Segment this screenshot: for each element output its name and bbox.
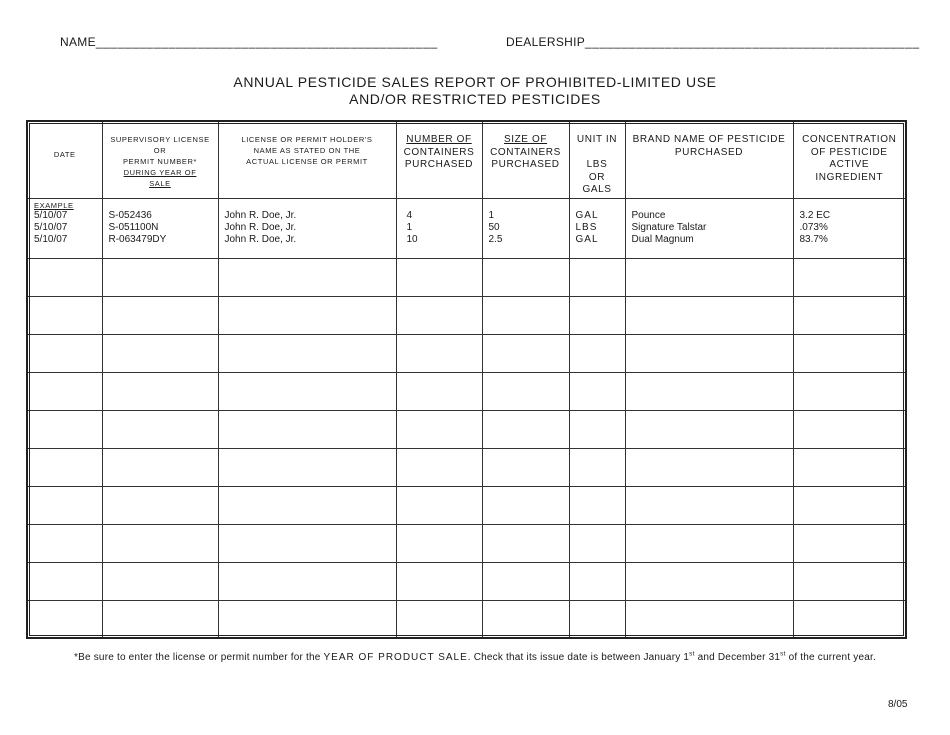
entry-date-cell[interactable] <box>27 600 102 638</box>
entry-size-cell[interactable] <box>482 562 569 600</box>
col-header-date: DATE <box>27 121 102 198</box>
entry-row <box>27 448 906 486</box>
entry-date-cell[interactable] <box>27 486 102 524</box>
entry-date-cell[interactable] <box>27 296 102 334</box>
entry-license-cell[interactable] <box>102 486 218 524</box>
entry-concentration-cell[interactable] <box>793 296 906 334</box>
entry-license-cell[interactable] <box>102 562 218 600</box>
entry-license-cell[interactable] <box>102 258 218 296</box>
entry-unit-cell[interactable] <box>569 562 625 600</box>
entry-number-cell[interactable] <box>396 258 482 296</box>
dealership-label: DEALERSHIP <box>506 35 586 49</box>
sales-report-table <box>26 120 907 639</box>
entry-row <box>27 562 906 600</box>
header-row <box>27 121 906 198</box>
entry-concentration-cell[interactable] <box>793 486 906 524</box>
entry-row <box>27 296 906 334</box>
entry-unit-cell[interactable] <box>569 448 625 486</box>
entry-unit-cell[interactable] <box>569 296 625 334</box>
entry-concentration-cell[interactable] <box>793 372 906 410</box>
entry-license-cell[interactable] <box>102 334 218 372</box>
entry-date-cell[interactable] <box>27 334 102 372</box>
entry-row <box>27 372 906 410</box>
entry-unit-cell[interactable] <box>569 258 625 296</box>
example-number-cell: 4 1 10 <box>396 198 482 258</box>
col-header-concentration: CONCENTRATION OF PESTICIDE ACTIVE INGREDIENT <box>793 121 906 198</box>
entry-brand-cell[interactable] <box>625 562 793 600</box>
entry-row <box>27 524 906 562</box>
entry-row <box>27 600 906 638</box>
entry-date-cell[interactable] <box>27 524 102 562</box>
entry-concentration-cell[interactable] <box>793 334 906 372</box>
entry-size-cell[interactable] <box>482 448 569 486</box>
report-title-line1: ANNUAL PESTICIDE SALES REPORT OF PROHIBITED-LIMITED USE <box>233 74 717 90</box>
entry-holder-cell[interactable] <box>218 372 396 410</box>
example-unit-cell: GAL LBS GAL <box>569 198 625 258</box>
example-row <box>27 198 906 258</box>
entry-size-cell[interactable] <box>482 410 569 448</box>
example-holder-cell: John R. Doe, Jr. John R. Doe, Jr. John R. Doe, Jr. <box>218 198 396 258</box>
entry-size-cell[interactable] <box>482 486 569 524</box>
example-date-cell: EXAMPLE 5/10/07 5/10/07 5/10/07 <box>27 198 102 258</box>
entry-brand-cell[interactable] <box>625 258 793 296</box>
entry-holder-cell[interactable] <box>218 562 396 600</box>
example-size-cell: 1 50 2.5 <box>482 198 569 258</box>
entry-license-cell[interactable] <box>102 372 218 410</box>
entry-size-cell[interactable] <box>482 600 569 638</box>
entry-concentration-cell[interactable] <box>793 562 906 600</box>
entry-license-cell[interactable] <box>102 524 218 562</box>
entry-date-cell[interactable] <box>27 448 102 486</box>
entry-date-cell[interactable] <box>27 562 102 600</box>
entry-unit-cell[interactable] <box>569 334 625 372</box>
entry-brand-cell[interactable] <box>625 486 793 524</box>
entry-number-cell[interactable] <box>396 296 482 334</box>
entry-holder-cell[interactable] <box>218 524 396 562</box>
entry-number-cell[interactable] <box>396 372 482 410</box>
example-label: EXAMPLE <box>34 200 74 210</box>
entry-number-cell[interactable] <box>396 410 482 448</box>
col-header-brand: BRAND NAME OF PESTICIDE PURCHASED <box>625 121 793 198</box>
footnote: *Be sure to enter the license or permit number for the YEAR OF PRODUCT SALE. Check that its issue date is between January 1st and December 31st of the current year. <box>74 650 876 663</box>
entry-holder-cell[interactable] <box>218 258 396 296</box>
col-header-size: SIZE OF CONTAINERS PURCHASED <box>482 121 569 198</box>
entry-concentration-cell[interactable] <box>793 448 906 486</box>
entry-date-cell[interactable] <box>27 372 102 410</box>
entry-size-cell[interactable] <box>482 334 569 372</box>
entry-number-cell[interactable] <box>396 486 482 524</box>
entry-license-cell[interactable] <box>102 410 218 448</box>
name-label: NAME <box>60 35 96 49</box>
entry-brand-cell[interactable] <box>625 410 793 448</box>
entry-unit-cell[interactable] <box>569 600 625 638</box>
entry-size-cell[interactable] <box>482 372 569 410</box>
entry-holder-cell[interactable] <box>218 448 396 486</box>
dealership-blank[interactable]: ______________________________________________ <box>585 35 920 49</box>
entry-holder-cell[interactable] <box>218 600 396 638</box>
entry-number-cell[interactable] <box>396 524 482 562</box>
entry-license-cell[interactable] <box>102 296 218 334</box>
col-header-holder: LICENSE OR PERMIT HOLDER'S NAME AS STATED ON THE ACTUAL LICENSE OR PERMIT <box>218 121 396 198</box>
entry-license-cell[interactable] <box>102 448 218 486</box>
footnote-emphasis: YEAR OF PRODUCT SALE <box>323 652 468 663</box>
entry-unit-cell[interactable] <box>569 410 625 448</box>
entry-concentration-cell[interactable] <box>793 600 906 638</box>
entry-unit-cell[interactable] <box>569 486 625 524</box>
entry-brand-cell[interactable] <box>625 448 793 486</box>
example-concentration-cell: 3.2 EC .073% 83.7% <box>793 198 906 258</box>
entry-size-cell[interactable] <box>482 524 569 562</box>
entry-brand-cell[interactable] <box>625 334 793 372</box>
example-brand-cell: Pounce Signature Talstar Dual Magnum <box>625 198 793 258</box>
entry-number-cell[interactable] <box>396 448 482 486</box>
entry-holder-cell[interactable] <box>218 410 396 448</box>
entry-row <box>27 334 906 372</box>
col-header-unit: UNIT IN LBS OR GALS <box>569 121 625 198</box>
entry-brand-cell[interactable] <box>625 524 793 562</box>
entry-holder-cell[interactable] <box>218 334 396 372</box>
entry-number-cell[interactable] <box>396 600 482 638</box>
entry-unit-cell[interactable] <box>569 524 625 562</box>
example-license-cell: S-052436 S-051100N R-063479DY <box>102 198 218 258</box>
entry-row <box>27 410 906 448</box>
entry-unit-cell[interactable] <box>569 372 625 410</box>
entry-holder-cell[interactable] <box>218 296 396 334</box>
entry-date-cell[interactable] <box>27 410 102 448</box>
entry-brand-cell[interactable] <box>625 296 793 334</box>
entry-size-cell[interactable] <box>482 258 569 296</box>
entry-number-cell[interactable] <box>396 334 482 372</box>
col-header-number: NUMBER OF CONTAINERS PURCHASED <box>396 121 482 198</box>
name-field[interactable] <box>60 35 438 49</box>
entry-size-cell[interactable] <box>482 296 569 334</box>
entry-date-cell[interactable] <box>27 258 102 296</box>
dealership-field[interactable] <box>506 35 920 49</box>
form-revision-date: 8/05 <box>888 699 908 710</box>
entry-concentration-cell[interactable] <box>793 410 906 448</box>
entry-holder-cell[interactable] <box>218 486 396 524</box>
entry-concentration-cell[interactable] <box>793 524 906 562</box>
entry-row <box>27 258 906 296</box>
entry-concentration-cell[interactable] <box>793 258 906 296</box>
name-blank[interactable]: _______________________________________________ <box>95 35 438 49</box>
col-header-license: SUPERVISORY LICENSE OR PERMIT NUMBER* DURING YEAR OF SALE <box>102 121 218 198</box>
entry-brand-cell[interactable] <box>625 372 793 410</box>
report-title-line2: AND/OR RESTRICTED PESTICIDES <box>349 91 601 107</box>
entry-license-cell[interactable] <box>102 600 218 638</box>
entry-number-cell[interactable] <box>396 562 482 600</box>
entry-brand-cell[interactable] <box>625 600 793 638</box>
entry-row <box>27 486 906 524</box>
